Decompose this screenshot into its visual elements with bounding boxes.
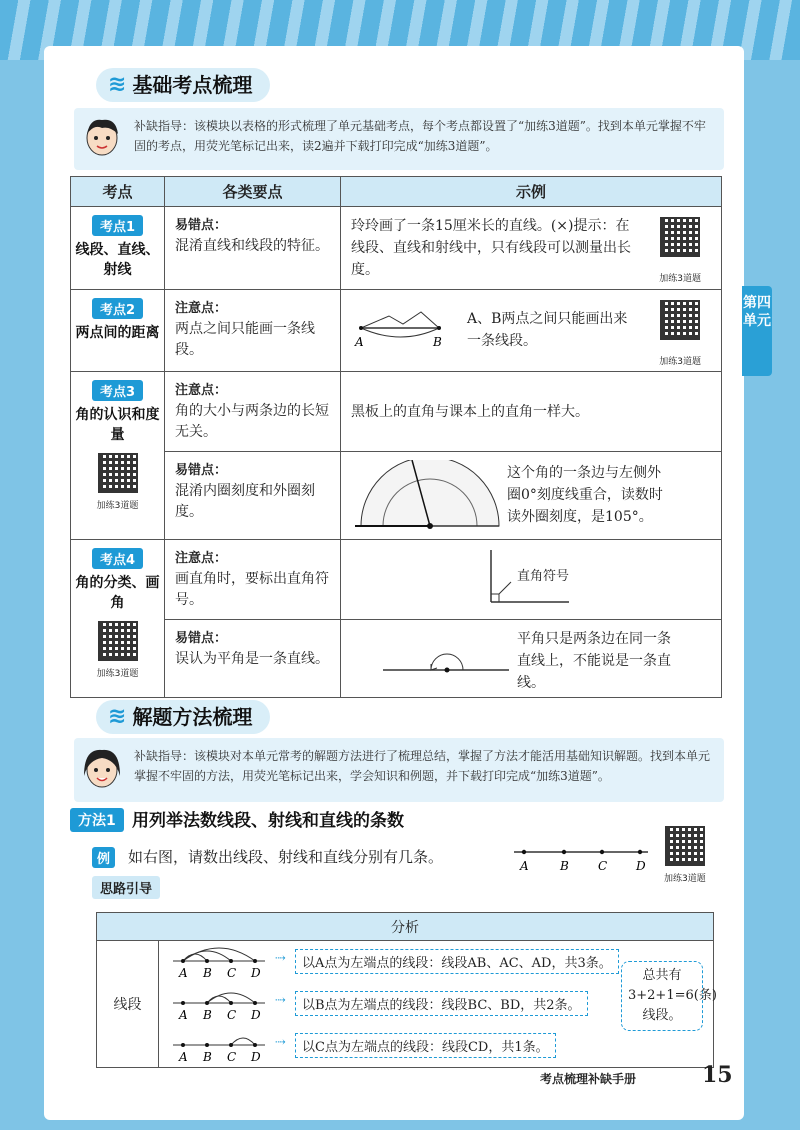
points-cell xyxy=(165,620,341,698)
point-key: 注意点： xyxy=(175,551,228,566)
topic-name: 角的分类、画角 xyxy=(75,575,160,611)
topic-badge: 考点3 xyxy=(92,380,143,401)
guide-box-basics xyxy=(74,108,724,170)
point-text: 角的大小与两条边的长短无关。 xyxy=(175,403,329,440)
wave-icon: ≋ xyxy=(108,704,127,729)
boy-avatar-icon xyxy=(78,112,126,166)
topic-name: 角的认识和度量 xyxy=(75,407,160,443)
example-cell xyxy=(341,620,722,698)
section-title-basics xyxy=(96,68,270,102)
point-label: B xyxy=(560,859,569,873)
topic-badge: 考点4 xyxy=(92,548,143,569)
point-label: A xyxy=(520,859,529,873)
segment-explanation: 以B点为左端点的线段：线段BC、BD，共2条。 xyxy=(295,991,588,1016)
point-key: 注意点： xyxy=(175,383,228,398)
points-cell xyxy=(165,290,341,372)
point-text: 两点之间只能画一条线段。 xyxy=(175,321,315,358)
page-number: 15 xyxy=(702,1062,733,1088)
point-label: D xyxy=(251,1008,261,1022)
example-cell xyxy=(341,452,722,540)
qr-code-icon xyxy=(98,621,138,661)
point-b-label: B xyxy=(433,335,442,349)
wave-icon: ≋ xyxy=(108,72,127,97)
segment-diagram xyxy=(169,941,269,981)
qr-code-icon xyxy=(98,453,138,493)
point-key: 易错点： xyxy=(175,463,228,478)
table-row xyxy=(71,207,722,290)
header-topic: 考点 xyxy=(71,177,165,207)
table-header-row xyxy=(71,177,722,207)
topic-cell xyxy=(71,372,165,540)
analysis-header: 分析 xyxy=(97,913,714,941)
topic-cell xyxy=(71,540,165,698)
topic-name: 两点间的距离 xyxy=(75,325,160,341)
analysis-content xyxy=(159,941,717,1068)
topic-badge: 考点2 xyxy=(92,298,143,319)
hint-tag: 思路引导 xyxy=(92,876,160,899)
point-label: C xyxy=(227,1050,237,1064)
qr-caption: 加练3道题 xyxy=(664,874,706,884)
protractor-figure xyxy=(355,460,505,532)
guide-box-methods xyxy=(74,738,724,802)
points-cell xyxy=(165,372,341,452)
point-text: 画直角时，要标出直角符号。 xyxy=(175,571,329,608)
topic-badge: 考点1 xyxy=(92,215,143,236)
topic-name: 线段、直线、射线 xyxy=(75,242,160,278)
arrow-icon: ⇢ xyxy=(275,951,286,966)
point-text: 混淆直线和线段的特征。 xyxy=(175,238,329,254)
table-row xyxy=(71,540,722,620)
point-key: 易错点： xyxy=(175,218,228,233)
qr-code[interactable] xyxy=(659,300,701,373)
point-text: 混淆内圈刻度和外圈刻度。 xyxy=(175,483,315,520)
section-title-text: 解题方法梳理 xyxy=(132,705,253,729)
topic-cell xyxy=(71,207,165,290)
points-cell xyxy=(165,452,341,540)
table-row xyxy=(71,452,722,540)
point-text: 误认为平角是一条直线。 xyxy=(175,651,329,667)
point-label: D xyxy=(251,966,261,980)
method-tag: 方法1 xyxy=(70,808,124,832)
header-points: 各类要点 xyxy=(165,177,341,207)
point-label: A xyxy=(179,1008,188,1022)
qr-code[interactable] xyxy=(75,621,160,679)
point-label: D xyxy=(251,1050,261,1064)
point-key: 易错点： xyxy=(175,631,228,646)
qr-code-icon xyxy=(665,826,705,866)
two-points-figure xyxy=(351,306,451,352)
example-text: 黑板上的直角与课本上的直角一样大。 xyxy=(351,403,589,420)
guide-text: 补缺指导：该模块以表格的形式梳理了单元基础考点，每个考点都设置了“加练3道题”。找到本单元掌握不牢固的考点，用荧光笔标记出来，读2遍并下载打印完成“加练3道题”。 xyxy=(134,119,706,153)
example-text: 平角只是两条边在同一条直线上，不能说是一条直线。 xyxy=(517,631,671,691)
segment-explanation: 以A点为左端点的线段：线段AB、AC、AD，共3条。 xyxy=(295,949,619,974)
example-cell xyxy=(341,372,722,452)
example-text: A、B两点之间只能画出来一条线段。 xyxy=(467,311,628,349)
table-row xyxy=(71,372,722,452)
row-label: 线段 xyxy=(97,941,159,1068)
point-label: C xyxy=(227,966,237,980)
section-title-text: 基础考点梳理 xyxy=(132,73,253,97)
header-example: 示例 xyxy=(341,177,722,207)
point-label: B xyxy=(203,1050,212,1064)
example-cell xyxy=(341,207,722,290)
knowledge-table xyxy=(70,176,722,698)
qr-code-icon xyxy=(660,217,700,257)
points-cell xyxy=(165,540,341,620)
segment-diagram xyxy=(169,1025,269,1065)
example-text: 玲玲画了一条15厘米长的直线。(×)提示：在线段、直线和射线中，只有线段可以测量出长度。 xyxy=(351,218,631,278)
qr-caption: 加练3道题 xyxy=(659,274,701,284)
segment-explanation: 以C点为左端点的线段：线段CD，共1条。 xyxy=(295,1033,556,1058)
points-cell xyxy=(165,207,341,290)
right-angle-label: 直角符号 xyxy=(517,569,570,584)
point-label: A xyxy=(179,1050,188,1064)
table-row xyxy=(71,290,722,372)
girl-avatar-icon xyxy=(78,742,126,796)
footer-book-title: 考点梳理补缺手册 xyxy=(540,1072,637,1086)
abcd-line-figure xyxy=(506,842,656,876)
point-label: B xyxy=(203,1008,212,1022)
qr-code[interactable] xyxy=(75,453,160,511)
point-label: A xyxy=(179,966,188,980)
example-text: 这个角的一条边与左侧外圈0°刻度线重合，读数时读外圈刻度，是105°。 xyxy=(507,465,663,525)
guide-text: 补缺指导：该模块对本单元常考的解题方法进行了梳理总结，掌握了方法才能活用基础知识解题。找到本单元掌握不牢固的方法，用荧光笔标记出来，学会知识和例题，并下载打印完成“加练3道题”。 xyxy=(134,749,711,783)
point-key: 注意点： xyxy=(175,301,228,316)
example-tag: 例 xyxy=(92,847,115,868)
method-title: 用列举法数线段、射线和直线的条数 xyxy=(132,811,404,831)
point-a-label: A xyxy=(355,335,364,349)
unit-side-tab[interactable]: 第四单元 xyxy=(742,286,772,376)
point-label: C xyxy=(227,1008,237,1022)
qr-caption: 加练3道题 xyxy=(96,669,139,679)
qr-caption: 加练3道题 xyxy=(96,501,139,511)
table-row xyxy=(71,620,722,698)
qr-code-icon xyxy=(660,300,700,340)
segment-line-3 xyxy=(159,1025,713,1067)
section-title-methods xyxy=(96,700,270,734)
analysis-table xyxy=(96,912,717,1068)
qr-caption: 加练3道题 xyxy=(659,357,701,367)
segment-diagram xyxy=(169,983,269,1023)
qr-code[interactable] xyxy=(664,826,706,884)
topic-cell xyxy=(71,290,165,372)
total-count-box: 总共有3+2+1=6(条)线段。 xyxy=(621,961,703,1031)
arrow-icon: ⇢ xyxy=(275,1035,286,1050)
qr-code[interactable] xyxy=(659,217,701,290)
arrow-icon: ⇢ xyxy=(275,993,286,1008)
straight-angle-figure xyxy=(381,634,511,684)
point-label: C xyxy=(598,859,608,873)
example-cell xyxy=(341,290,722,372)
point-label: D xyxy=(636,859,646,873)
example-question: 如右图，请数出线段、射线和直线分别有几条。 xyxy=(128,848,444,866)
example-cell xyxy=(341,540,722,620)
point-label: B xyxy=(203,966,212,980)
